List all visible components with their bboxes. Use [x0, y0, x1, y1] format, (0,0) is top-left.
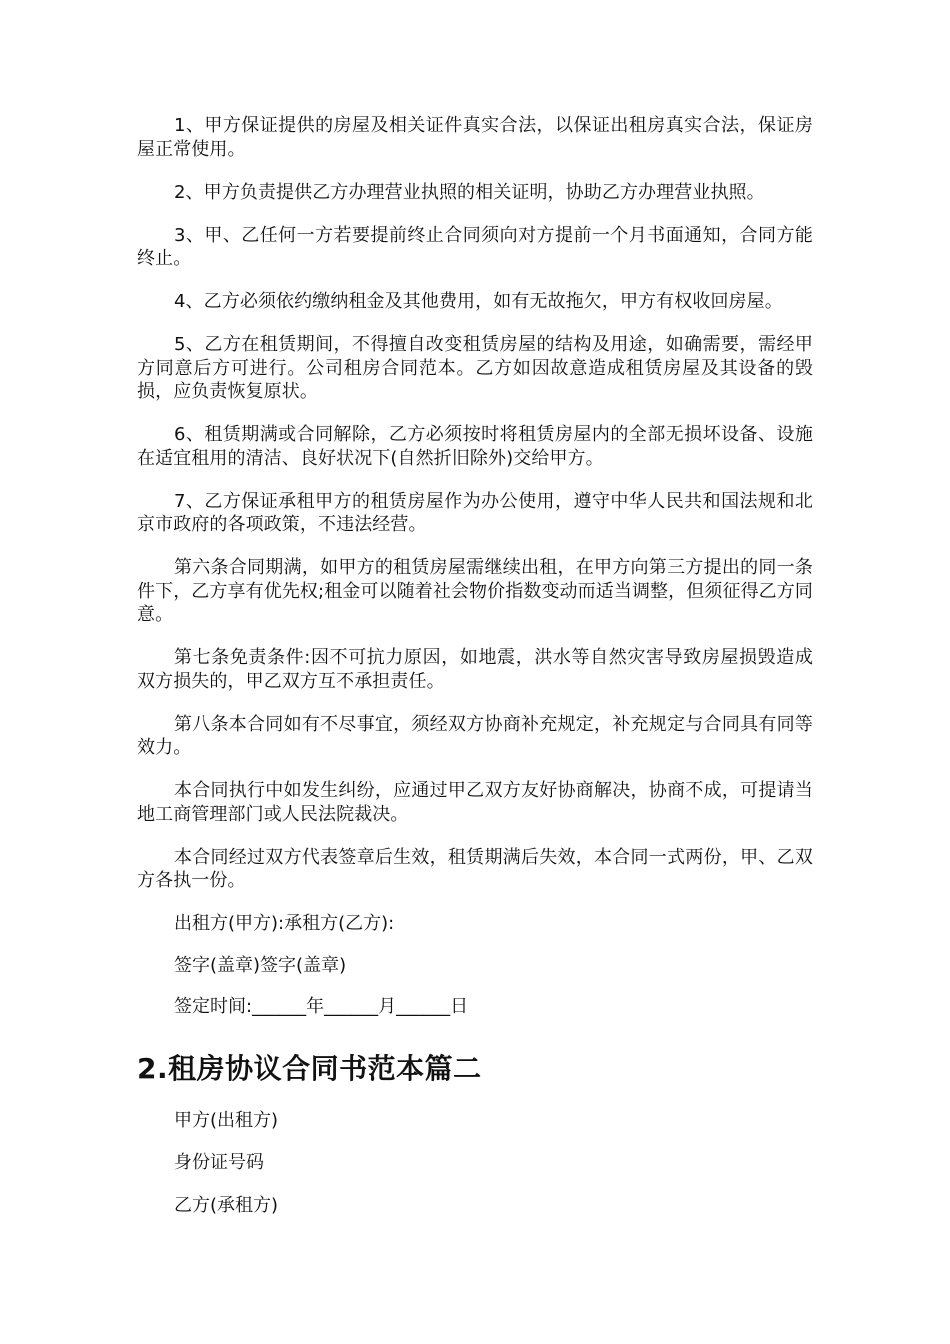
clause-6: 6、租赁期满或合同解除，乙方必须按时将租赁房屋内的全部无损坏设备、设施在适宜租用的清洁、良好状况下(自然折旧除外)交给甲方。: [137, 424, 813, 469]
signature-parties: 出租方(甲方):承租方(乙方):: [174, 913, 395, 934]
article-8: 第八条本合同如有不尽事宜，须经双方协商补充规定，补充规定与合同具有同等效力。: [137, 713, 813, 758]
signature-date: 签定时间:______年______月______日: [174, 996, 469, 1017]
clause-5: 5、乙方在租赁期间，不得擅自改变租赁房屋的结构及用途，如确需要，需经甲方同意后方可进行。公司租房合同范本。乙方如因故意造成租赁房屋及其设备的毁损，应负责恢复原状。: [137, 334, 813, 402]
clause-3: 3、甲、乙任何一方若要提前终止合同须向对方提前一个月书面通知，合同方能终止。: [137, 224, 813, 269]
clause-7: 7、乙方保证承租甲方的租赁房屋作为办公使用，遵守中华人民共和国法规和北京市政府的各项政策，不违法经营。: [137, 490, 813, 535]
signature-seals: 签字(盖章)签字(盖章): [174, 954, 347, 976]
effect-clause: 本合同经过双方代表签章后生效，租赁期满后失效，本合同一式两份，甲、乙双方各执一份。: [137, 846, 813, 891]
dispute-clause: 本合同执行中如发生纠纷，应通过甲乙双方友好协商解决，协商不成，可提请当地工商管理部门或人民法院裁决。: [137, 780, 813, 825]
article-6: 第六条合同期满，如甲方的租赁房屋需继续出租，在甲方向第三方提出的同一条件下，乙方享有优先权;租金可以随着社会物价指数变动而适当调整，但须征得乙方同意。: [137, 557, 813, 625]
clause-2: 2、甲方负责提供乙方办理营业执照的相关证明，协助乙方办理营业执照。: [174, 181, 765, 203]
clause-1: 1、甲方保证提供的房屋及相关证件真实合法，以保证出租房真实合法，保证房屋正常使用。: [137, 115, 813, 160]
article-7: 第七条免责条件:因不可抗力原因，如地震，洪水等自然灾害导致房屋损毁造成双方损失的，甲乙双方互不承担责任。: [137, 647, 813, 692]
lessee-label: 乙方(承租方): [174, 1194, 279, 1216]
section-heading: 2.租房协议合同书范本篇二: [137, 1051, 482, 1085]
id-number-label: 身份证号码: [174, 1152, 264, 1173]
clause-4: 4、乙方必须依约缴纳租金及其他费用，如有无故拖欠，甲方有权收回房屋。: [174, 291, 783, 312]
lessor-label: 甲方(出租方): [174, 1109, 279, 1131]
document-page: [137, 114, 813, 1236]
